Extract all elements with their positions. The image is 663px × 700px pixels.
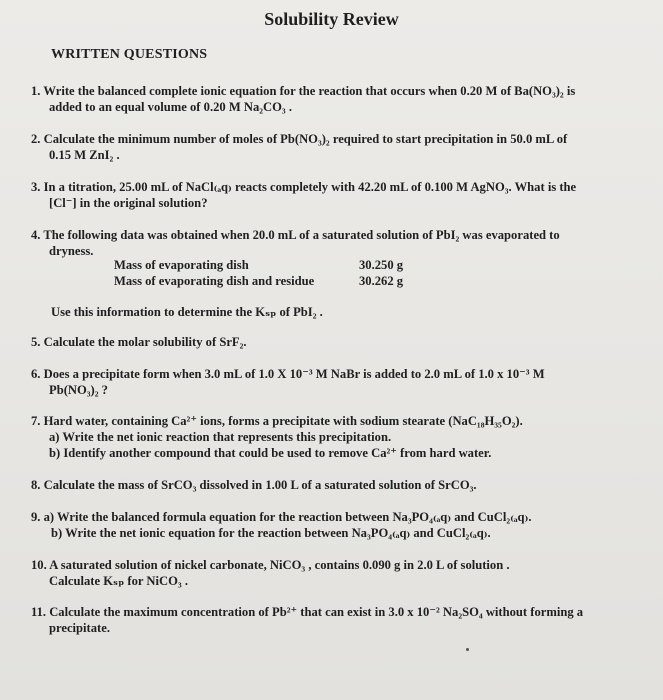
question-6 [31,366,631,398]
question-4-line-2: dryness. [49,244,94,258]
page-title: Solubility Review [264,9,399,29]
question-3 [31,179,631,211]
question-2 [31,131,631,163]
question-1-line-2: added to an equal volume of 0.20 M Na₂CO₃ . [49,100,292,114]
question-7-line-1: 7. Hard water, containing Ca²⁺ ions, forms a precipitate with sodium stearate (NaC₁₈H₃₅O₂). [31,414,523,428]
question-11-line-1: 11. Calculate the maximum concentration of Pb²⁺ that can exist in 3.0 x 10⁻² Na₂SO₄ without forming a [31,605,584,619]
question-4-instruction: Use this information to determine the Kₛₚ of PbI₂ . [51,305,323,319]
question-1-line-1: 1. Write the balanced complete ionic equation for the reaction that occurs when 0.20 M of Ba(NO₃)₂ is [31,84,576,98]
question-6-line-1: 6. Does a precipitate form when 3.0 mL of 1.0 X 10⁻³ M NaBr is added to 2.0 mL of 1.0 x 10⁻³ M [31,367,545,381]
question-7-line-2: a) Write the net ionic reaction that represents this precipitation. [49,430,392,444]
stray-mark [466,648,469,651]
question-11-line-2: precipitate. [49,621,110,635]
question-4-line-1: 4. The following data was obtained when 20.0 mL of a saturated solution of PbI₂ was evaporated to [31,228,560,242]
question-9-line-1: 9. a) Write the balanced formula equation for the reaction between Na₃PO₄₍ₐq₎ and CuCl₂₍ₐq₎. [31,510,532,524]
data-row-2-value: 30.262 g [359,274,404,288]
question-9-line-2: b) Write the net ionic equation for the reaction between Na₃PO₄₍ₐq₎ and CuCl₂₍ₐq₎. [51,526,491,540]
question-11 [31,604,631,636]
question-8-line-1: 8. Calculate the mass of SrCO₃ dissolved in 1.00 L of a saturated solution of SrCO₃. [31,478,477,492]
question-1 [31,83,631,115]
question-6-line-2: Pb(NO₃)₂ ? [49,383,108,397]
question-3-line-1: 3. In a titration, 25.00 mL of NaCl₍ₐq₎ reacts completely with 42.20 mL of 0.100 M AgNO₃. What is the [31,180,577,194]
question-5-line-1: 5. Calculate the molar solubility of SrF₂. [31,335,247,349]
question-4 [31,227,631,259]
data-row-1-label: Mass of evaporating dish [114,258,249,272]
data-row-1-value: 30.250 g [359,258,404,272]
question-2-line-1: 2. Calculate the minimum number of moles of Pb(NO₃)₂ required to start precipitation in 50.0 mL of [31,132,568,146]
question-2-line-2: 0.15 M ZnI₂ . [49,148,120,162]
question-7 [31,413,631,461]
question-3-line-2: [Cl⁻] in the original solution? [49,196,208,210]
question-8 [31,477,631,493]
question-10-line-1: 10. A saturated solution of nickel carbonate, NiCO₃ , contains 0.090 g in 2.0 L of solution . [31,558,510,572]
question-10-line-2: Calculate Kₛₚ for NiCO₃ . [49,574,188,588]
question-5 [31,334,631,350]
data-row-2-label: Mass of evaporating dish and residue [114,274,315,288]
question-7-line-3: b) Identify another compound that could be used to remove Ca²⁺ from hard water. [49,446,492,460]
section-heading: WRITTEN QUESTIONS [51,47,208,62]
question-9 [31,509,631,541]
question-10 [31,557,631,589]
